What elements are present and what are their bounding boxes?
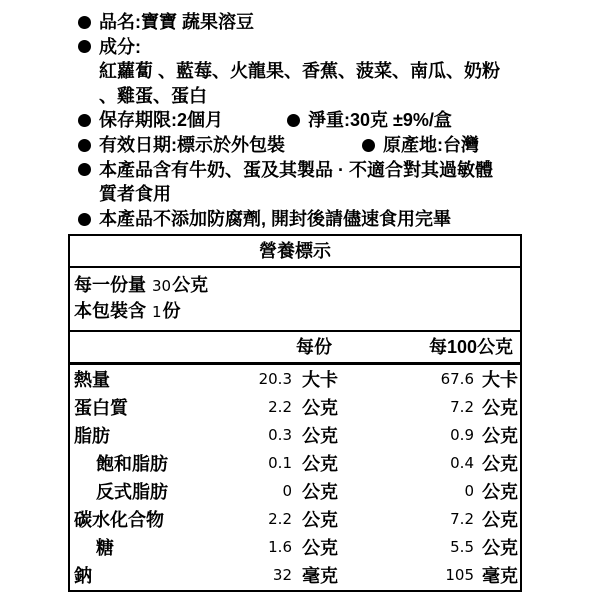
product-label [0,10,600,592]
per-100g-unit: 公克 [482,425,518,446]
ingredients-text-line2 [78,84,538,109]
nutrition-table-title: 營養標示 [70,236,520,268]
per-serving-value: 0.3 [268,425,292,444]
ingredients-text-line1 [78,59,538,84]
per-serving-unit: 公克 [302,397,338,418]
per-100g-unit: 公克 [482,397,518,418]
package-count-line [74,299,516,325]
nutrition-table [68,234,522,592]
nutrition-row-saturated-fat [70,450,520,478]
row-name: 糖 [96,537,114,558]
allergen-notice-text: 本產品含有牛奶、蛋及其製品 · 不適合對其過敏體 [99,159,493,180]
per-100g-unit: 毫克 [482,565,518,586]
bullet-icon [287,114,300,127]
serving-size-label: 每一份量 [74,275,146,296]
per-serving-value: 1.6 [268,537,292,556]
info-line-ingredients-label [78,35,538,60]
per-serving-unit: 公克 [302,481,338,502]
row-name: 鈉 [74,565,92,586]
per-100g-value: 0.4 [450,453,474,472]
per-serving-value: 0.1 [268,453,292,472]
serving-size-value: 30 [152,277,172,296]
info-line-product-name [78,10,538,35]
row-name: 熱量 [74,369,110,390]
ingredients-text: 、雞蛋、蛋白 [99,85,207,106]
serving-size-line [74,273,516,299]
ingredients-label: 成分: [99,36,141,57]
per-100g-unit: 公克 [482,481,518,502]
ingredients-text: 紅蘿蔔 、藍莓、火龍果、香蕉、菠菜、南瓜、奶粉 [99,61,500,82]
per-serving-unit: 毫克 [302,565,338,586]
bullet-icon [78,114,91,127]
row-name: 飽和脂肪 [96,453,168,474]
info-line-shelf-life-net-weight [78,108,538,133]
product-info-list [78,10,538,231]
per-serving-value: 2.2 [268,397,292,416]
origin-text: 原產地:台灣 [383,134,479,155]
package-count-value: 1 [152,303,162,322]
row-name: 脂肪 [74,425,110,446]
package-count-unit: 份 [162,301,181,322]
per-serving-unit: 大卡 [302,369,338,390]
shelf-life-text: 保存期限:2個月 [99,110,224,131]
column-header-per-serving: 每份 [296,337,332,358]
nutrition-row-sugar [70,534,520,562]
per-100g-value: 67.6 [440,369,474,388]
column-header-row [70,332,520,365]
info-line-allergen-notice [78,158,538,183]
per-serving-value: 2.2 [268,509,292,528]
serving-size-unit: 公克 [172,275,209,296]
nutrition-rows [70,365,520,590]
per-serving-unit: 公克 [302,509,338,530]
nutrition-row-carbohydrate [70,506,520,534]
row-name: 反式脂肪 [96,481,168,502]
preservative-notice-text: 本產品不添加防腐劑, 開封後請儘速食用完畢 [99,208,451,229]
product-name-text: 品名:寶寶 蔬果溶豆 [99,12,254,32]
per-100g-value: 7.2 [450,397,474,416]
bullet-icon [78,40,91,53]
per-100g-value: 0.9 [450,425,474,444]
per-100g-value: 0 [464,481,474,500]
bullet-icon [78,163,91,176]
per-100g-unit: 公克 [482,537,518,558]
per-serving-unit: 公克 [302,425,338,446]
bullet-icon [78,213,91,226]
bullet-icon [362,139,375,152]
info-line-preservative-notice [78,207,538,232]
package-count-label: 本包裝含 [74,301,146,322]
nutrition-row-calories [70,366,520,394]
row-name: 蛋白質 [74,397,128,418]
per-100g-unit: 公克 [482,509,518,530]
net-weight-text: 淨重:30克 ±9%/盒 [308,110,452,131]
per-100g-value: 7.2 [450,509,474,528]
per-serving-unit: 公克 [302,453,338,474]
nutrition-row-sodium [70,562,520,590]
allergen-notice-line2 [78,182,538,207]
serving-info-section [70,268,520,332]
per-100g-value: 5.5 [450,537,474,556]
per-100g-unit: 大卡 [482,369,518,390]
per-100g-unit: 公克 [482,453,518,474]
nutrition-row-protein [70,394,520,422]
bullet-icon [78,16,91,29]
per-serving-unit: 公克 [302,537,338,558]
per-serving-value: 0 [282,481,292,500]
nutrition-row-fat [70,422,520,450]
column-header-per-100g: 每100公克 [428,337,513,358]
bullet-icon [78,139,91,152]
per-100g-value: 105 [445,565,474,584]
nutrition-row-trans-fat [70,478,520,506]
info-line-expiry-origin [78,133,538,158]
allergen-notice-text: 質者食用 [99,184,171,205]
row-name: 碳水化合物 [74,509,164,530]
per-serving-value: 32 [272,565,292,584]
expiry-date-text: 有效日期:標示於外包裝 [99,134,285,155]
per-serving-value: 20.3 [258,369,292,388]
